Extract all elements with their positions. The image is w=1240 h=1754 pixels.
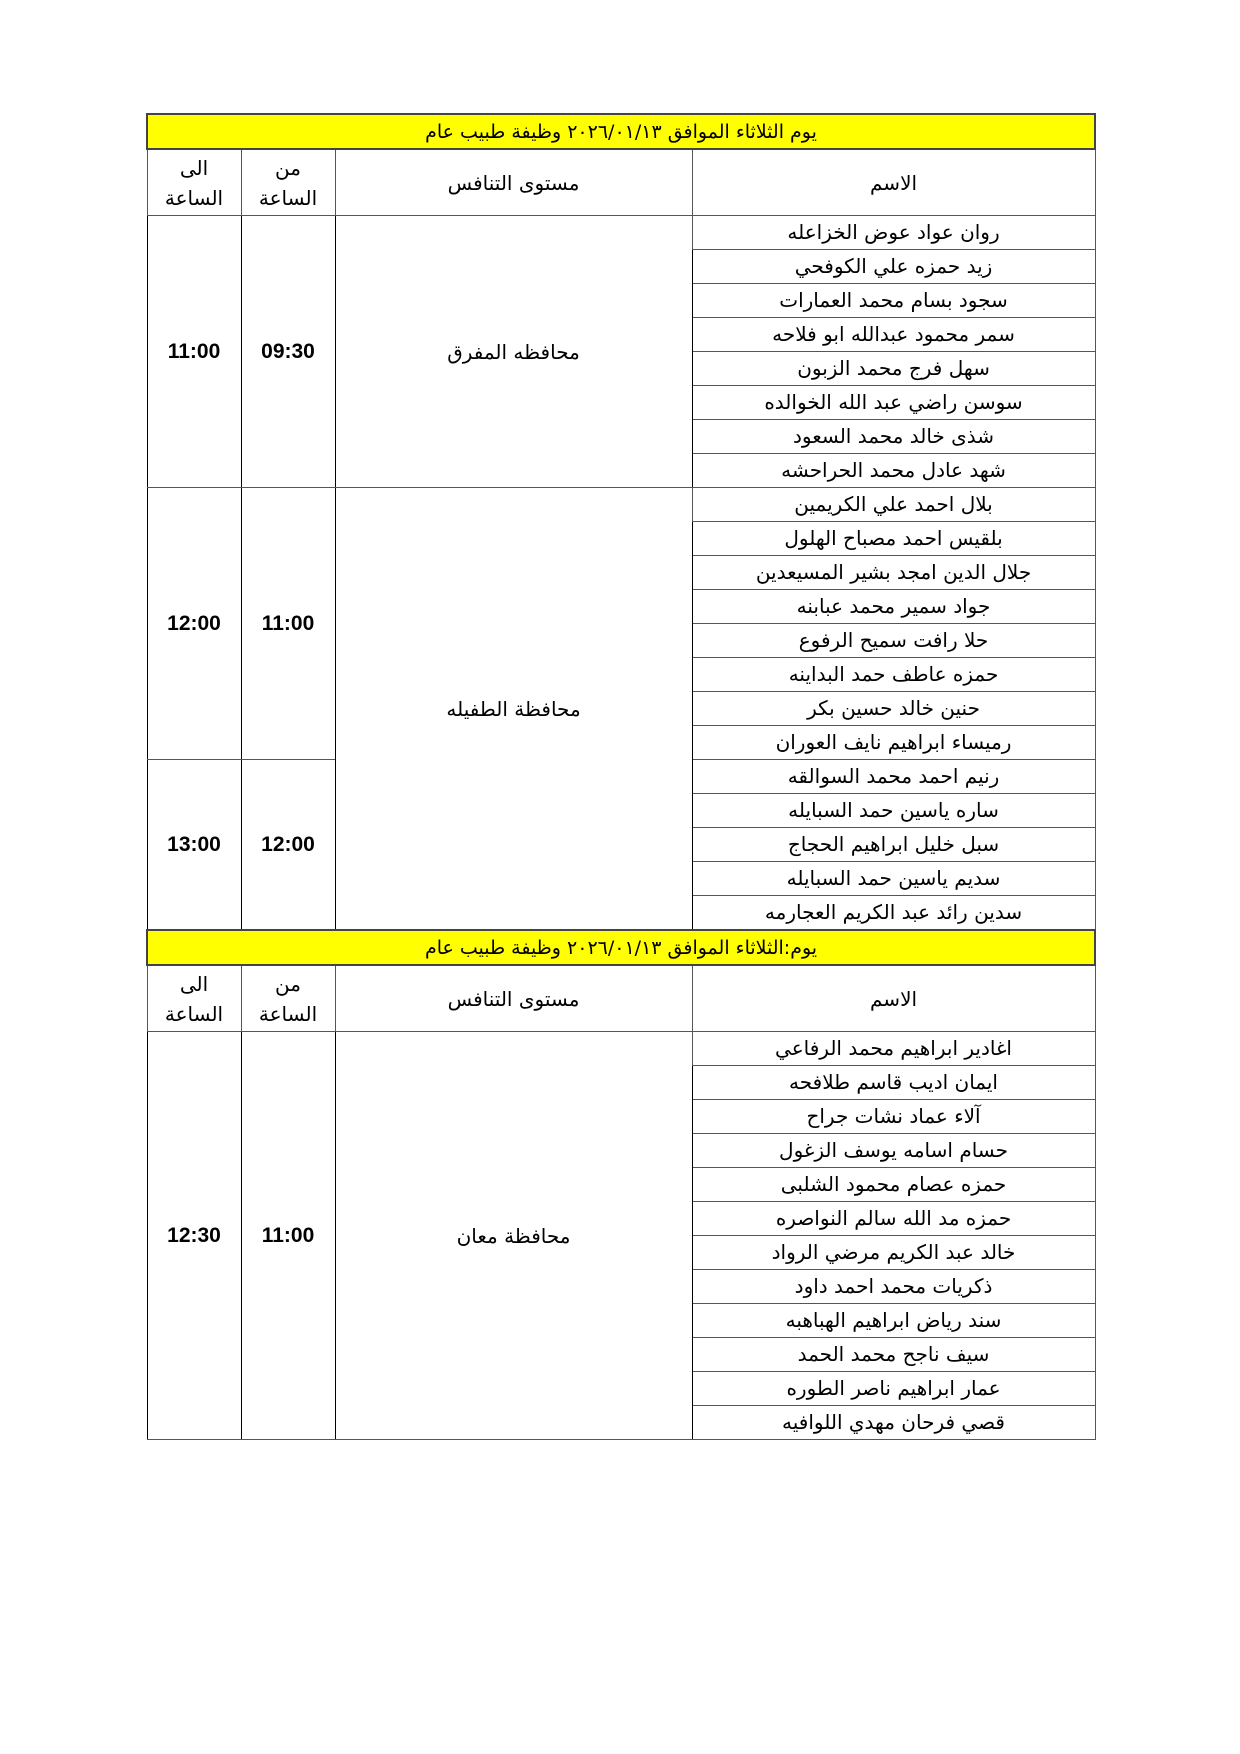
candidate-name: رنيم احمد محمد السوالقه	[692, 760, 1095, 794]
header-to	[147, 149, 241, 216]
candidate-name: ذكريات محمد احمد داود	[692, 1270, 1095, 1304]
candidate-name: سديم ياسين حمد السبايله	[692, 862, 1095, 896]
section-title: يوم الثلاثاء الموافق ٢٠٢٦/٠١/١٣ وظيفة طبيب عام	[147, 114, 1095, 149]
header-to	[147, 965, 241, 1032]
section-title-row	[147, 114, 1095, 149]
candidate-name: ايمان اديب قاسم طلافحه	[692, 1066, 1095, 1100]
column-header-row	[147, 149, 1095, 216]
header-to-line1: الى	[179, 155, 209, 180]
candidate-name: سجود بسام محمد العمارات	[692, 284, 1095, 318]
header-from	[241, 965, 335, 1032]
candidate-name: سند رياض ابراهيم الهباهبه	[692, 1304, 1095, 1338]
table-row	[147, 216, 1095, 250]
time-to: 12:30	[147, 1032, 241, 1440]
header-from-line1: من	[275, 155, 301, 180]
table-row	[147, 1032, 1095, 1066]
header-level: مستوى التنافس	[335, 965, 692, 1032]
header-to-line2: الساعة	[164, 185, 224, 210]
candidate-name: عمار ابراهيم ناصر الطوره	[692, 1372, 1095, 1406]
competition-level: محافظة الطفيله	[335, 488, 692, 931]
candidate-name: سمر محمود عبدالله ابو فلاحه	[692, 318, 1095, 352]
candidate-name: خالد عبد الكريم مرضي الرواد	[692, 1236, 1095, 1270]
time-from: 11:00	[241, 488, 335, 760]
candidate-name: آلاء عماد نشات جراح	[692, 1100, 1095, 1134]
time-to: 13:00	[147, 760, 241, 931]
header-to-line2: الساعة	[164, 1001, 224, 1026]
candidate-name: جلال الدين امجد بشير المسيعدين	[692, 556, 1095, 590]
candidate-name: شهد عادل محمد الحراحشه	[692, 454, 1095, 488]
section-title-row	[147, 930, 1095, 965]
time-from: 09:30	[241, 216, 335, 488]
header-from-line2: الساعة	[258, 1001, 318, 1026]
candidate-name: حمزه عاطف حمد البداينه	[692, 658, 1095, 692]
candidate-name: قصي فرحان مهدي اللوافيه	[692, 1406, 1095, 1440]
column-header-row	[147, 965, 1095, 1032]
header-to-line1: الى	[179, 971, 209, 996]
candidate-name: بلقيس احمد مصباح الهلول	[692, 522, 1095, 556]
candidate-name: زيد حمزه علي الكوفحي	[692, 250, 1095, 284]
time-from: 12:00	[241, 760, 335, 931]
header-from-line2: الساعة	[258, 185, 318, 210]
competition-level: محافظة معان	[335, 1032, 692, 1440]
header-name: الاسم	[692, 965, 1095, 1032]
candidate-name: سوسن راضي عبد الله الخوالده	[692, 386, 1095, 420]
candidate-name: حسام اسامه يوسف الزغول	[692, 1134, 1095, 1168]
header-from-line1: من	[275, 971, 301, 996]
time-from: 11:00	[241, 1032, 335, 1440]
schedule-table	[146, 113, 1096, 1440]
section-title: يوم:الثلاثاء الموافق ٢٠٢٦/٠١/١٣ وظيفة طبيب عام	[147, 930, 1095, 965]
candidate-name: حلا رافت سميح الرفوع	[692, 624, 1095, 658]
candidate-name: ساره ياسين حمد السبايله	[692, 794, 1095, 828]
time-to: 12:00	[147, 488, 241, 760]
candidate-name: بلال احمد علي الكريمين	[692, 488, 1095, 522]
candidate-name: شذى خالد محمد السعود	[692, 420, 1095, 454]
header-level: مستوى التنافس	[335, 149, 692, 216]
table-row	[147, 488, 1095, 522]
header-name: الاسم	[692, 149, 1095, 216]
candidate-name: رميساء ابراهيم نايف العوران	[692, 726, 1095, 760]
candidate-name: سدين رائد عبد الكريم العجارمه	[692, 896, 1095, 931]
header-from	[241, 149, 335, 216]
time-to: 11:00	[147, 216, 241, 488]
candidate-name: حمزه مد الله سالم النواصره	[692, 1202, 1095, 1236]
candidate-name: سهل فرج محمد الزبون	[692, 352, 1095, 386]
candidate-name: حمزه عصام محمود الشلبى	[692, 1168, 1095, 1202]
candidate-name: روان عواد عوض الخزاعله	[692, 216, 1095, 250]
candidate-name: جواد سمير محمد عبابنه	[692, 590, 1095, 624]
candidate-name: سيف ناجح محمد الحمد	[692, 1338, 1095, 1372]
schedule-sheet	[146, 113, 1094, 1440]
competition-level: محافظه المفرق	[335, 216, 692, 488]
candidate-name: اغادير ابراهيم محمد الرفاعي	[692, 1032, 1095, 1066]
candidate-name: سبل خليل ابراهيم الحجاج	[692, 828, 1095, 862]
candidate-name: حنين خالد حسين بكر	[692, 692, 1095, 726]
